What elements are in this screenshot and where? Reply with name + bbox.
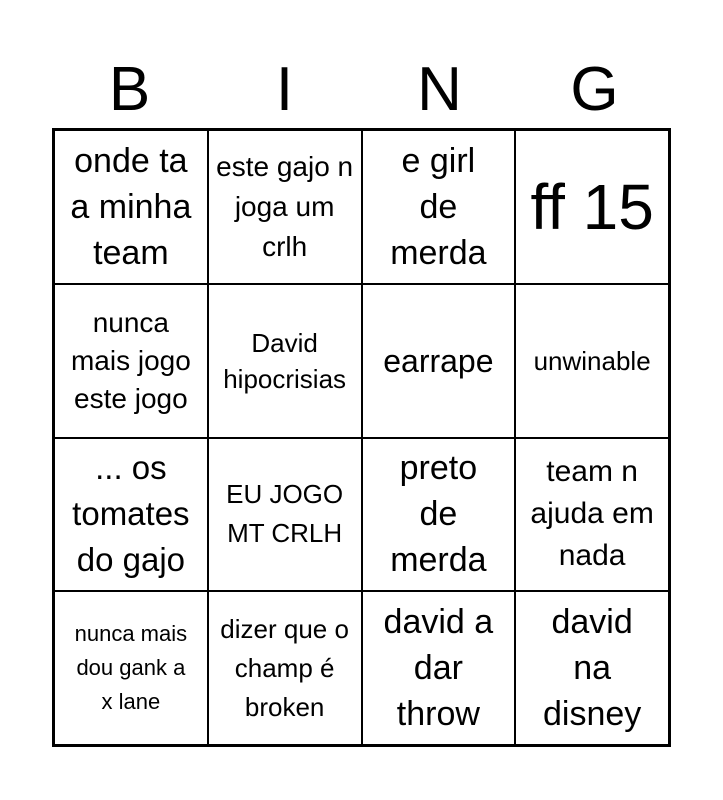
bingo-cell[interactable]: nunca mais jogo este jogo: [54, 284, 208, 438]
bingo-cell[interactable]: ff 15: [515, 130, 669, 284]
bingo-cell[interactable]: nunca mais dou gank a x lane: [54, 591, 208, 745]
header-letter-g: G: [570, 55, 619, 124]
bingo-cell[interactable]: team n ajuda em nada: [515, 438, 669, 592]
bingo-cell[interactable]: earrape: [362, 284, 516, 438]
bingo-header: [52, 52, 672, 128]
bingo-cell[interactable]: david na disney: [515, 591, 669, 745]
bingo-cell[interactable]: este gajo n joga um crlh: [208, 130, 362, 284]
bingo-cell[interactable]: David hipocrisias: [208, 284, 362, 438]
header-letter-i: I: [275, 55, 294, 124]
header-letter-b: B: [108, 55, 151, 124]
bingo-cell[interactable]: dizer que o champ é broken: [208, 591, 362, 745]
bingo-cell[interactable]: preto de merda: [362, 438, 516, 592]
bingo-cell[interactable]: david a dar throw: [362, 591, 516, 745]
bingo-cell[interactable]: ... os tomates do gajo: [54, 438, 208, 592]
bingo-cell[interactable]: EU JOGO MT CRLH: [208, 438, 362, 592]
bingo-cell[interactable]: onde ta a minha team: [54, 130, 208, 284]
header-letter-n: N: [417, 55, 462, 124]
bingo-cell[interactable]: e girl de merda: [362, 130, 516, 284]
bingo-board: [52, 128, 671, 747]
bingo-cell[interactable]: unwinable: [515, 284, 669, 438]
